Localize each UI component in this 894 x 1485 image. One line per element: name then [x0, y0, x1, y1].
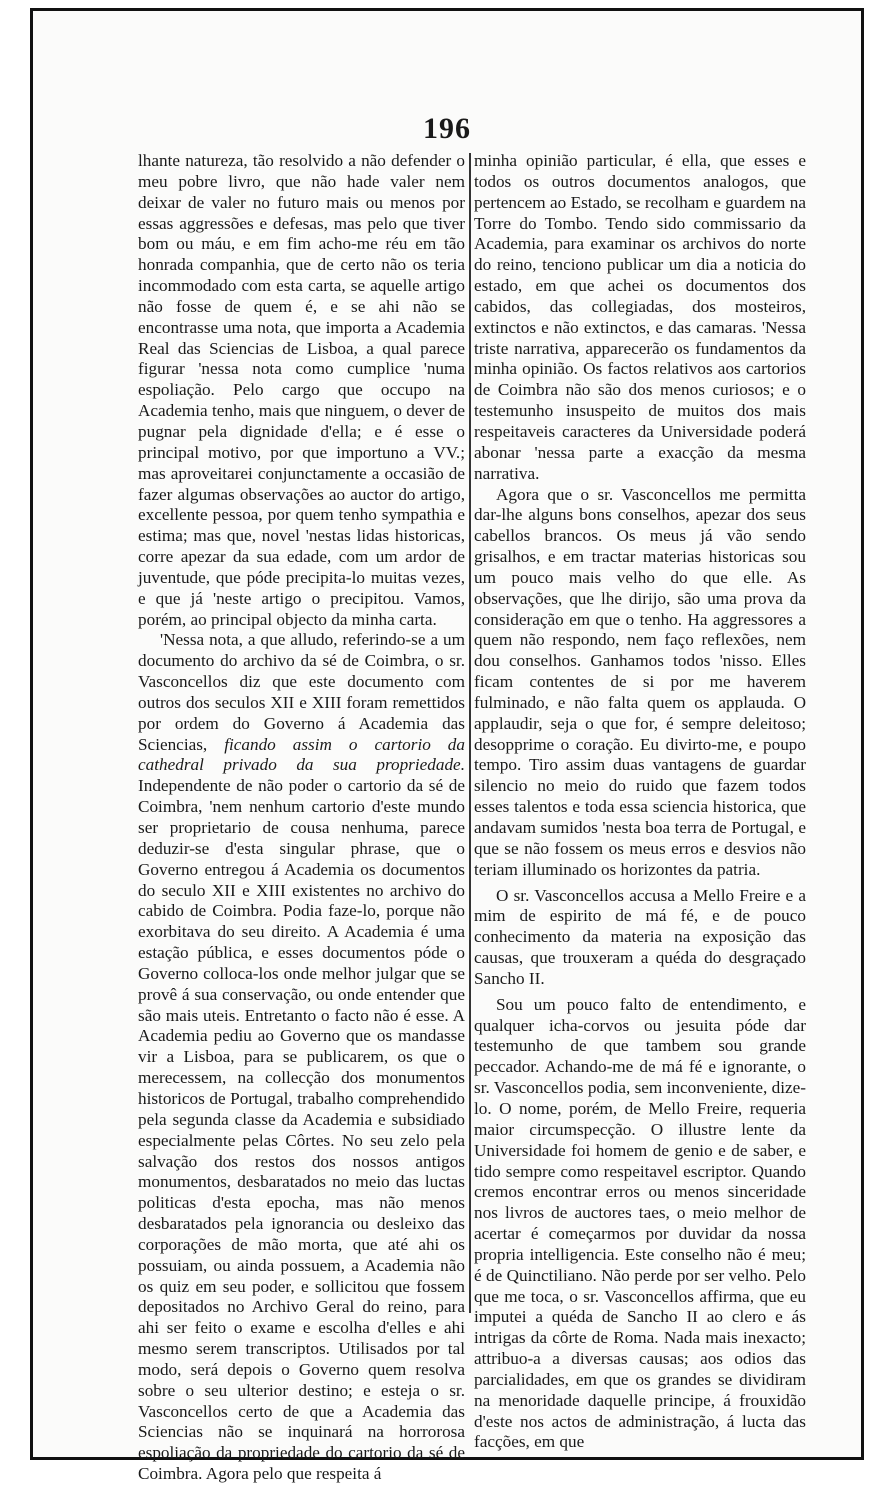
- column-divider: [469, 153, 471, 1313]
- paragraph: minha opinião particular, é ella, que esses e todos os outros documentos analogos, que pertencem ao Estado, se recolham e guardem na Torre do Tombo. Tendo sido commissario da Academia, para examinar os archivos do norte do reino, tenciono publicar um dia a noticia do estado, em que achei os documentos dos cabidos, das collegiadas, dos mosteiros, extinctos e não extinctos, e das camaras. 'Nessa triste narrativa, apparecerão os fundamentos da minha opinião. Os factos relativos aos cartorios de Coimbra não são dos menos curiosos; e o testemunho insuspeito de muitos dos mais respeitaveis caracteres da Universidade poderá abonar 'nessa parte a exacção da mesma narrativa.: [474, 151, 806, 483]
- paragraph-text: 'Nessa nota, a que alludo, referindo-se a um documento do archivo da sé de Coimbra, o sr. Vasconcellos diz que este documento com outros dos seculos XII e XIII foram remettidos por ordem do Governo á Academia das Sciencias,: [138, 630, 465, 754]
- paragraph-text: Independente de não poder o cartorio da sé de Coimbra, 'nem nenhum cartorio d'este mundo ser proprietario de cousa nenhuma, parece deduzir-se d'esta singular phrase, que o Governo entregou á Academia os documentos do seculo XII e XIII existentes no archivo do cabido de Coimbra. Podia faze-lo, porque não exorbitava do seu direito. A Academia é uma estação pública, e esses documentos póde o Governo colloca-los onde melhor julgar que se provê á sua conservação, ou onde entender que são mais uteis. Entretanto o facto não é esse. A Academia pediu ao Governo que os mandasse vir a Lisboa, para se publicarem, os que o merecessem, na collecção dos monumentos historicos de Portugal, trabalho comprehendido pela segunda classe da Academia e subsidiado especialmente pelas Côrtes. No seu zelo pela salvação dos restos dos nossos antigos monumentos, desbaratados no meio das luctas politicas d'esta epocha, mas não menos desbaratados pela ignorancia ou desleixo das corporações de mão morta, que até ahi os possuiam, ou ainda possuem, a Academia não os quiz em seu poder, e sollicitou que fossem depositados no Archivo Geral do reino, para ahi ser feito o exame e escolha d'elles e ahi mesmo serem transcriptos. Utilisados por tal modo, será depois o Governo quem resolva sobre o seu ulterior destino; e esteja o sr. Vasconcellos certo de que a Academia das Sciencias não se inquinará na horrorosa espoliação da propriedade do cartorio da sé de Coimbra. Agora pelo que respeita á: [138, 776, 465, 1484]
- italic-quote: ficando assim o cartorio da cathedral privado da sua propriedade.: [138, 734, 465, 775]
- right-column: [474, 151, 806, 1453]
- paragraph: lhante natureza, tão resolvido a não defender o meu pobre livro, que não hade valer nem deixar de valer no futuro mais ou menos por essas aggressões e defesas, mas pelo que tiver bom ou máu, e em fim acho-me réu em tão honrada companhia, que de certo não os teria incommodado com esta carta, se aquelle artigo não fosse de quem é, e se ahi não se encontrasse uma nota, que importa a Academia Real das Sciencias de Lisboa, a qual parece figurar 'nessa nota como cumplice 'numa espoliação. Pelo cargo que occupo na Academia tenho, mais que ninguem, o dever de pugnar pela dignidade d'ella; e é esse o principal motivo, por que importuno a VV.; mas aproveitarei conjunctamente a occasião de fazer algumas observações ao auctor do artigo, excellente pessoa, por quem tenho sympathia e estima; mas que, novel 'nestas lidas historicas, corre apezar da sua edade, com um ardor de juventude, que póde precipita-lo muitas vezes, e que já 'neste artigo o precipitou. Vamos, porém, ao principal objecto da minha carta.: [138, 151, 465, 629]
- paragraph-with-italic: [138, 630, 465, 1485]
- left-column: [138, 151, 465, 1485]
- paragraph: O sr. Vasconcellos accusa a Mello Freire e a mim de espirito de má fé, e de pouco conhecimento da materia na exposição das causas, que trouxeram a quéda do desgraçado Sancho II.: [474, 885, 806, 988]
- paragraph: Sou um pouco falto de entendimento, e qualquer icha-corvos ou jesuita póde dar testemunho de que tambem sou grande peccador. Achando-me de má fé e ignorante, o sr. Vasconcellos podia, sem inconveniente, dize-lo. O nome, porém, de Mello Freire, requeria maior circumspecção. O illustre lente da Universidade foi homem de genio e de saber, e tido sempre como respeitavel escriptor. Quando cremos encontrar erros ou menos sinceridade nos livros de auctores taes, o meio melhor de acertar é começarmos por duvidar da nossa propria intelligencia. Este conselho não é meu; é de Quinctiliano. Não perde por ser velho. Pelo que me toca, o sr. Vasconcellos affirma, que eu imputei a quéda de Sancho II ao clero e ás intrigas da côrte de Roma. Nada mais inexacto; attribuo-a a diversas causas; aos odios das parcialidades, em que os grandes se dividiram na menoridade daquelle principe, á frouxidão d'este nos actos de administração, á lucta das facções, em que: [474, 994, 806, 1452]
- page-number: 196: [423, 112, 471, 145]
- paragraph: Agora que o sr. Vasconcellos me permitta dar-lhe alguns bons conselhos, apezar dos seus cabellos brancos. Os meus já vão sendo grisalhos, e em tractar materias historicas sou um pouco mais velho do que elle. As observações, que lhe dirijo, são uma prova da consideração em que o tenho. Ha aggressores a quem não respondo, nem faço reflexões, nem dou conselhos. Ganhamos todos 'nisso. Elles ficam contentes de si por me haverem fulminado, e não falta quem os applauda. O applaudir, seja o que for, é sempre deleitoso; desopprime o coração. Eu divirto-me, e poupo tempo. Tiro assim duas vantagens de guardar silencio no meio do ruido que fazem todos esses talentos e toda essa sciencia historica, que andavam sumidos 'nesta boa terra de Portugal, e que se não fossem os meus erros e desvios não teriam illuminado os horizontes da patria.: [474, 484, 806, 879]
